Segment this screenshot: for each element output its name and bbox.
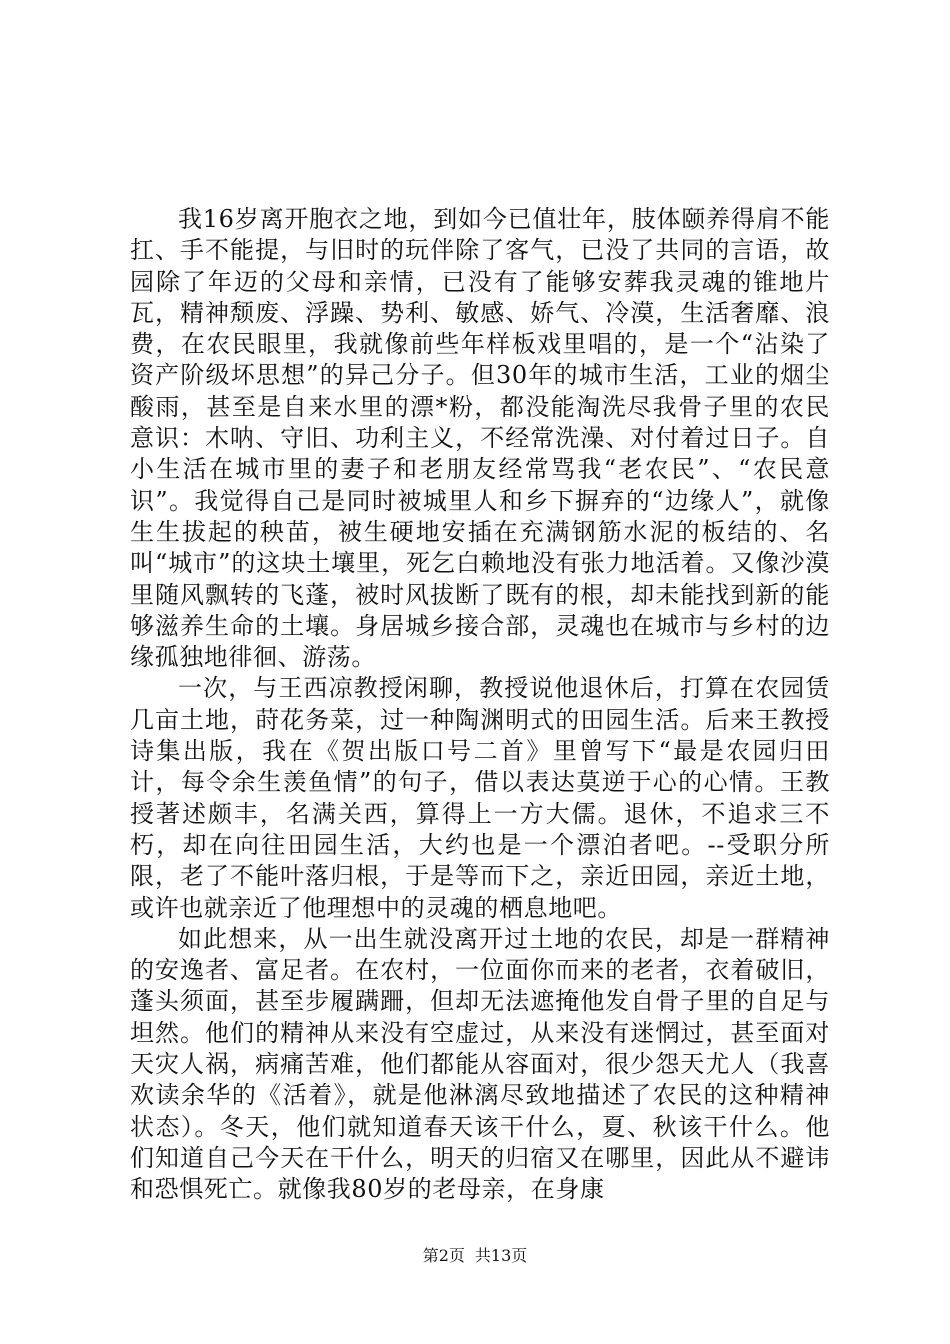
paragraph-1: 我16岁离开胞衣之地，到如今已值壮年，肢体颐养得肩不能扛、手不能提，与旧时的玩伴除了客气，已没了共同的言语，故园除了年迈的父母和亲情，已没有了能够安葬我灵魂的锥地片瓦，精神颓废、浮躁、势利、敏感、娇气、冷漠，生活奢靡、浪费，在农民眼里，我就像前些年样板戏里唱的，是一个“沾染了资产阶级坏思想”的异己分子。但30年的城市生活，工业的烟尘酸雨，甚至是自来水里的漂*粉，都没能淘洗尽我骨子里的农民意识：木呐、守旧、功利主义，不经常洗澡、对付着过日子。自小生活在城市里的妻子和老朋友经常骂我“老农民”、“农民意识”。我觉得自己是同时被城里人和乡下摒弃的“边缘人”，就像生生拔起的秧苗，被生硬地安插在充满钢筋水泥的板结的、名叫“城市”的这块土壤里，死乞白赖地没有张力地活着。又像沙漠里随风飘转的飞蓬，被时风拔断了既有的根，却未能找到新的能够滋养生命的土壤。身居城乡接合部，灵魂也在城市与乡村的边缘孤独地徘徊、游荡。 bbox=[130, 205, 830, 672]
page-number: 第2页 bbox=[422, 1246, 465, 1265]
paragraph-2: 一次，与王西凉教授闲聊，教授说他退休后，打算在农园赁几亩土地，莳花务菜，过一种陶渊明式的田园生活。后来王教授诗集出版，我在《贺出版口号二首》里曾写下“最是农园归田计，每令余生羡鱼情”的句子，借以表达莫逆于心的心情。王教授著述颇丰，名满关西，算得上一方大儒。退休，不追求三不朽，却在向往田园生活，大约也是一个漂泊者吧。--受职分所限，老了不能叶落归根，于是等而下之，亲近田园，亲近土地，或许也就亲近了他理想中的灵魂的栖息地吧。 bbox=[130, 674, 830, 922]
page-footer bbox=[0, 1246, 950, 1266]
body-text bbox=[130, 204, 830, 1206]
page-total: 共13页 bbox=[474, 1246, 528, 1265]
paragraph-3: 如此想来，从一出生就没离开过土地的农民，却是一群精神的安逸者、富足者。在农村，一位面你而来的老者，衣着破旧，蓬头须面，甚至步履蹒跚，但却无法遮掩他发自骨子里的自足与坦然。他们的精神从来没有空虚过，从来没有迷惘过，甚至面对天灾人祸，病痛苦难，他们都能从容面对，很少怨天尤人（我喜欢读余华的《活着》，就是他淋漓尽致地描述了农民的这种精神状态）。冬天，他们就知道春天该干什么，夏、秋该干什么。他们知道自己今天在干什么，明天的归宿又在哪里，因此从不避讳和恐惧死亡。就像我80岁的老母亲，在身康 bbox=[130, 924, 830, 1204]
